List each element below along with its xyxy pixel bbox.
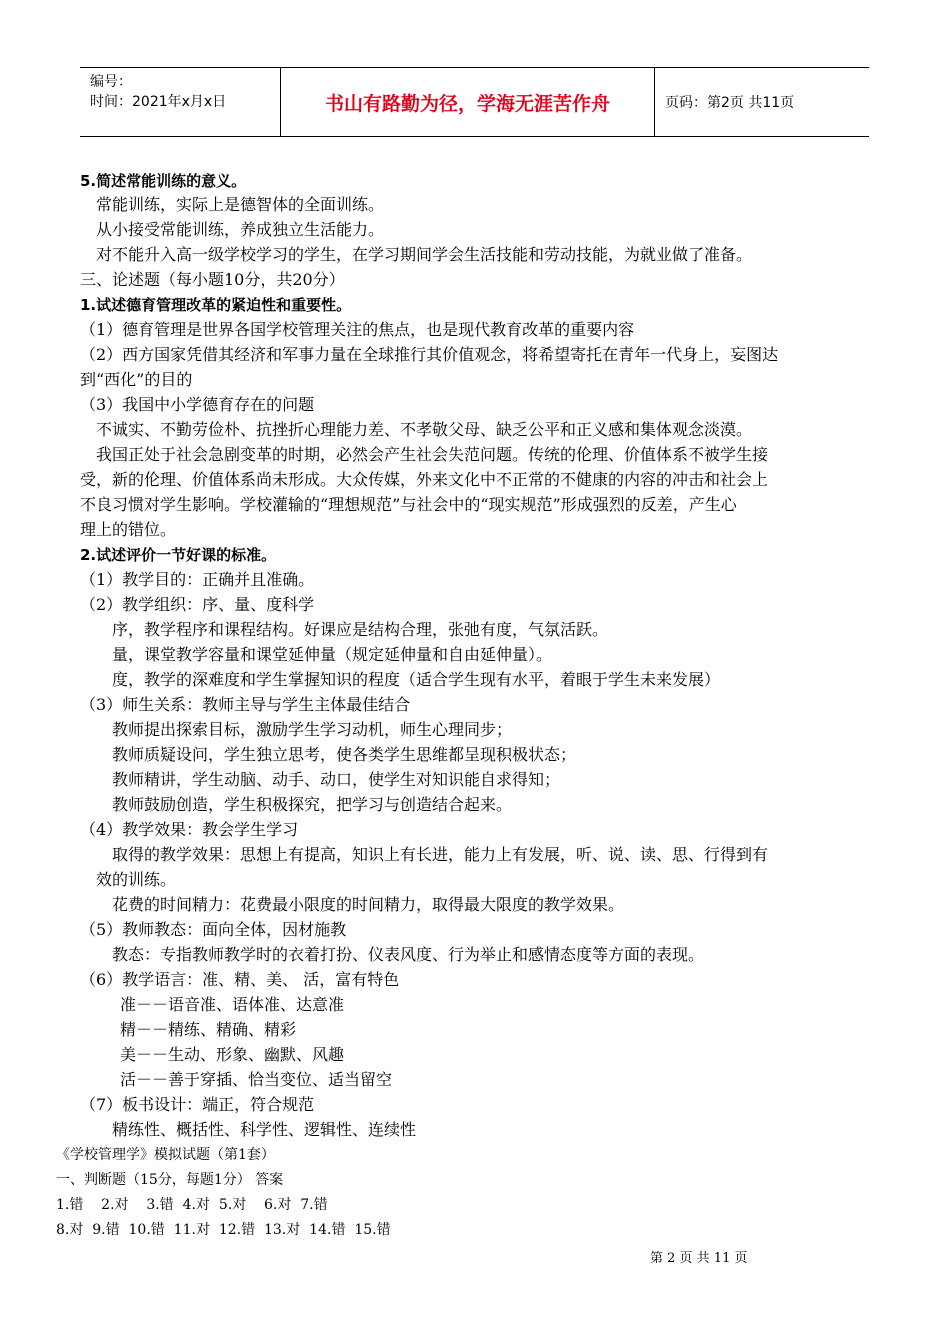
text-line: 活－－善于穿插、恰当变位、适当留空 [120, 1070, 393, 1089]
question-heading: 1.试述德育管理改革的紧迫性和重要性。 [80, 296, 352, 314]
text-line: 教师精讲，学生动脑、动手、动口，使学生对知识能自求得知； [112, 770, 561, 789]
text-line: 我国正处于社会急剧变革的时期，必然会产生社会失范问题。传统的伦理、价值体系不被学生接 [96, 445, 769, 464]
text-line: （2）西方国家凭借其经济和军事力量在全球推行其价值观念，将希望寄托在青年一代身上，妄图达 [80, 345, 779, 364]
text-line: 受，新的伦理、价值体系尚未形成。大众传媒，外来文化中不正常的不健康的内容的冲击和社会上 [80, 470, 769, 489]
text-line: 教态：专指教师教学时的衣着打扮、仪表风度、行为举止和感情态度等方面的表现。 [112, 945, 705, 964]
text-line: 教师提出探索目标，激励学生学习动机，师生心理同步； [112, 720, 513, 739]
page-footer: 第 2 页 共 11 页 [650, 1251, 748, 1266]
text-line: 精－－精练、精确、精彩 [120, 1020, 297, 1039]
section-heading: 一、判断题（15分，每题1分） 答案 [56, 1172, 284, 1188]
text-line: 精练性、概括性、科学性、逻辑性、连续性 [112, 1120, 417, 1139]
text-line: 取得的教学效果：思想上有提高，知识上有长进，能力上有发展，听、说、读、思、行得到有 [112, 845, 769, 864]
text-line: （3）师生关系：教师主导与学生主体最佳结合 [80, 695, 411, 714]
text-line: 常能训练，实际上是德智体的全面训练。 [96, 195, 385, 214]
text-line: 不诚实、不勤劳俭朴、抗挫折心理能力差、不孝敬父母、缺乏公平和正义感和集体观念淡漠。 [96, 420, 753, 439]
text-line: 序，教学程序和课程结构。好课应是结构合理，张弛有度，气氛活跃。 [112, 620, 609, 639]
document-header [80, 67, 869, 137]
text-line: （1）德育管理是世界各国学校管理关注的焦点，也是现代教育改革的重要内容 [80, 320, 635, 339]
text-line: 到“西化”的目的 [80, 370, 193, 389]
header-page-info: 页码：第2页 共11页 [665, 95, 795, 111]
section-heading: 三、论述题（每小题10分，共20分） [80, 270, 345, 289]
text-line: （4）教学效果：教会学生学习 [80, 820, 299, 839]
text-line: （1）教学目的：正确并且准确。 [80, 570, 315, 589]
text-line: 花费的时间精力：花费最小限度的时间精力，取得最大限度的教学效果。 [112, 895, 625, 914]
text-line: 量，课堂教学容量和课堂延伸量（规定延伸量和自由延伸量）。 [112, 645, 553, 664]
question-heading: 5.简述常能训练的意义。 [80, 172, 247, 190]
text-line: （2）教学组织：序、量、度科学 [80, 595, 315, 614]
header-meta [80, 68, 281, 136]
text-line: 效的训练。 [96, 870, 177, 889]
text-line: （7）板书设计：端正，符合规范 [80, 1095, 315, 1114]
exam-title: 《学校管理学》模拟试题（第1套） [56, 1147, 275, 1163]
text-line: 美－－生动、形象、幽默、风趣 [120, 1045, 345, 1064]
document-time: 时间：2021年x月x日 [90, 94, 227, 110]
header-motto: 书山有路勤为径，学海无涯苦作舟 [281, 68, 655, 136]
text-line: 准－－语音准、语体准、达意准 [120, 995, 345, 1014]
text-line: 不良习惯对学生影响。学校灌输的“理想规范”与社会中的“现实规范”形成强烈的反差，产生心 [80, 495, 737, 514]
text-line: （3）我国中小学德育存在的问题 [80, 395, 315, 414]
question-heading: 2.试述评价一节好课的标准。 [80, 546, 277, 564]
text-line: 教师质疑设问，学生独立思考，使各类学生思维都呈现积极状态； [112, 745, 577, 764]
text-line: 对不能升入高一级学校学习的学生，在学习期间学会生活技能和劳动技能，为就业做了准备。 [96, 245, 753, 264]
text-line: 理上的错位。 [80, 520, 177, 539]
text-line: 教师鼓励创造，学生积极探究，把学习与创造结合起来。 [112, 795, 513, 814]
answer-line: 8.对 9.错 10.错 11.对 12.错 13.对 14.错 15.错 [56, 1222, 391, 1238]
answer-line: 1.错 2.对 3.错 4.对 5.对 6.对 7.错 [56, 1197, 328, 1213]
text-line: 从小接受常能训练，养成独立生活能力。 [96, 220, 385, 239]
text-line: （6）教学语言：准、精、美、 活，富有特色 [80, 970, 400, 989]
text-line: （5）教师教态：面向全体，因材施教 [80, 920, 347, 939]
text-line: 度，教学的深难度和学生掌握知识的程度（适合学生现有水平，着眼于学生未来发展） [112, 670, 721, 689]
document-number-label: 编号： [90, 74, 132, 90]
